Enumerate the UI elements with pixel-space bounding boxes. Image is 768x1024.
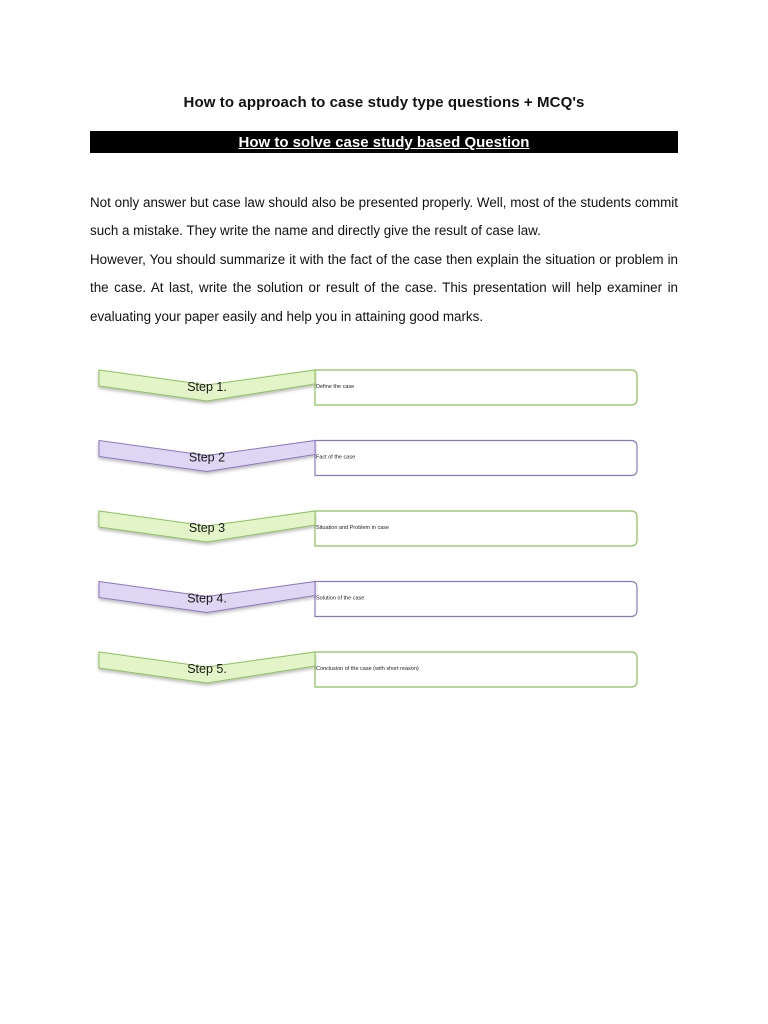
step-description: Conclusion of the case (with short reason) [316,666,419,672]
step-label: Step 5. [187,662,227,676]
step-item [99,582,637,617]
document-title: How to approach to case study type questions + MCQ's [183,94,585,111]
paragraph-1: Not only answer but case law should also be presented properly. Well, most of the students commit such a mistake. They write the name and directly give the result of case law. [90,195,678,239]
step-label: Step 1. [187,380,227,394]
step-label: Step 4. [187,591,227,606]
step-description: Define the case [316,384,355,390]
step-description-box [315,370,637,405]
step-item [99,370,637,405]
paragraph-2: However, You should summarize it with the fact of the case then explain the situation or problem in the case. At last, write the solution or result of the case. This presentation will help examiner in evaluating your paper easily and help you in attaining good marks. [90,251,678,324]
step-description: Fact of the case [316,454,356,461]
step-description: Situation and Problem in case [316,525,390,531]
step-description-box [315,441,637,476]
step-description: Solution of the case [316,595,365,602]
step-item [99,652,637,687]
step-item [99,511,637,546]
step-item [99,441,637,476]
section-heading: How to solve case study based Question [238,134,530,151]
step-label: Step 3 [188,521,226,535]
step-label: Step 2 [188,450,226,465]
